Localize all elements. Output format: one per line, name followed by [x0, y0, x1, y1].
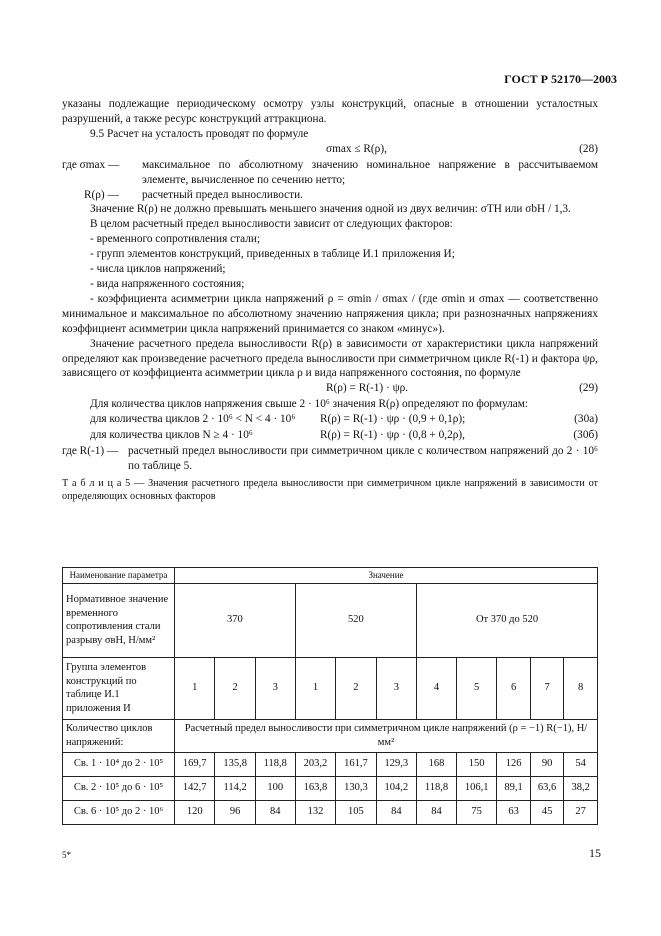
table-cell: 150 [456, 752, 496, 776]
table-cell: 84 [255, 800, 295, 824]
table-cell: 118,8 [255, 752, 295, 776]
header-value: Значение [175, 568, 598, 584]
table-cell: 114,2 [215, 776, 255, 800]
table-cell: 75 [456, 800, 496, 824]
table-cell: 120 [175, 800, 215, 824]
table-cell: 45 [530, 800, 563, 824]
definition [62, 444, 598, 474]
table-cell: 105 [336, 800, 376, 824]
table-cell: 169,7 [175, 752, 215, 776]
table-cell: 90 [530, 752, 563, 776]
definition-term: R(ρ) — [84, 188, 119, 201]
table-cell: 38,2 [564, 776, 598, 800]
formula-number: (30а) [574, 413, 598, 426]
formula-28 [62, 142, 598, 158]
formula-29 [62, 381, 598, 397]
table-row [63, 752, 598, 776]
table-cell: 520 [295, 583, 416, 657]
list-item: - коэффициента асимметрии цикла напряжений ρ = σmin / σmax / (где σmin и σmax — соответственно минимальное и максимальное по абсолютному значению напряжения цикла; при разнозначных напряжениях коэффициент асимметрии цикла напряжений принимается со знаком «минус»). [62, 292, 598, 335]
table-cell: 54 [564, 752, 598, 776]
table-cell: 84 [417, 800, 457, 824]
row-label: Св. 2 · 10⁵ до 6 · 10⁵ [63, 776, 175, 800]
table-row [63, 657, 598, 719]
formula-condition: для количества циклов N ≥ 4 · 10⁶ [90, 429, 253, 442]
table-cell: 132 [295, 800, 335, 824]
table-cell: От 370 до 520 [417, 583, 598, 657]
formula-condition: для количества циклов 2 · 10⁶ < N < 4 · 10⁶ [90, 413, 296, 426]
table-cell: 163,8 [295, 776, 335, 800]
table-cell: 142,7 [175, 776, 215, 800]
table-row [63, 719, 598, 752]
row-label: Св. 6 · 10⁵ до 2 · 10⁶ [63, 800, 175, 824]
table-cell: 2 [336, 657, 376, 719]
definition-term: где R(-1) — [62, 445, 119, 458]
list-item: - групп элементов конструкций, приведенных в таблице И.1 приложения И; [90, 248, 455, 261]
table-cell: 130,3 [336, 776, 376, 800]
list-item: - временного сопротивления стали; [90, 233, 261, 246]
table-cell: 84 [376, 800, 416, 824]
definition-text: максимальное по абсолютному значению номинальное напряжение в рассчитываемом элементе, вычисленное по сечению нетто; [142, 158, 598, 186]
table-cell: 370 [175, 583, 296, 657]
table-cell: 63,6 [530, 776, 563, 800]
table-cell: 89,1 [497, 776, 530, 800]
table-cell: 129,3 [376, 752, 416, 776]
table-cell: 1 [175, 657, 215, 719]
definition [62, 188, 598, 203]
formula-30b [62, 428, 598, 444]
document-body [62, 97, 598, 504]
formula: R(ρ) = R(-1) · ψρ · (0,8 + 0,2ρ), [320, 429, 465, 442]
paragraph: В целом расчетный предел выносливости зависит от следующих факторов: [90, 218, 453, 231]
table-row [63, 800, 598, 824]
table-cell: 27 [564, 800, 598, 824]
paragraph: указаны подлежащие периодическому осмотру узлы конструкций, опасные в отношении усталостных разрушений, а также ресурс конструкций аттракциона. [62, 98, 598, 125]
table-cell: 161,7 [336, 752, 376, 776]
table-caption: Т а б л и ц а 5 — Значения расчетного предела выносливости при симметричном цикле напряжений в зависимости от определяющих основных факторов [62, 478, 598, 502]
formula-number: (28) [579, 142, 598, 155]
table-cell: Расчетный предел выносливости при симметричном цикле напряжений (ρ = −1) R(−1), Н/мм² [175, 719, 598, 752]
table-cell: 135,8 [215, 752, 255, 776]
table-cell: 100 [255, 776, 295, 800]
list-item: - вида напряженного состояния; [90, 277, 245, 290]
formula: R(ρ) = R(-1) · ψρ · (0,9 + 0,1ρ); [320, 413, 466, 426]
footer-mark: 5* [62, 850, 71, 860]
page-number: 15 [589, 846, 601, 860]
paragraph: Значение R(ρ) не должно превышать меньшего значения одной из двух величин: σTH или σbH / 1,3. [90, 203, 571, 216]
table-cell: 4 [417, 657, 457, 719]
formula: σmax ≤ R(ρ), [326, 142, 387, 155]
table-cell: 106,1 [456, 776, 496, 800]
formula-30a [62, 412, 598, 428]
definition-text: расчетный предел выносливости при симметричном цикле с количеством напряжений до 2 · 10⁶ по таблице 5. [128, 445, 598, 473]
table-cell: 8 [564, 657, 598, 719]
paragraph: Для количества циклов напряжения свыше 2 · 10⁶ значения R(ρ) определяют по формулам: [90, 398, 529, 411]
table-cell: 63 [497, 800, 530, 824]
table-row [63, 776, 598, 800]
row-label: Группа элементов конструкций по таблице И.1 приложения И [63, 657, 175, 719]
row-label: Нормативное значение временного сопротивления стали разрыву σвН, Н/мм² [63, 583, 175, 657]
paragraph: 9.5 Расчет на усталость проводят по формуле [90, 127, 309, 140]
row-label: Св. 1 · 10⁴ до 2 · 10⁵ [63, 752, 175, 776]
definition-term: где σmax — [62, 158, 120, 171]
table-5 [62, 567, 598, 825]
table-cell: 203,2 [295, 752, 335, 776]
table-cell: 3 [376, 657, 416, 719]
table-cell: 7 [530, 657, 563, 719]
table-cell: 1 [295, 657, 335, 719]
formula-number: (30б) [573, 429, 598, 442]
table-cell: 3 [255, 657, 295, 719]
paragraph: Значение расчетного предела выносливости R(ρ) в зависимости от характеристики цикла напряжений определяют как произведение расчетного предела выносливости при симметричном цикле R(-1) и фактора ψρ, зависящего от коэффициента асимметрии цикла ρ и вида напряженного состояния, по формуле [62, 337, 598, 380]
row-label: Количество циклов напряжений: [63, 719, 175, 752]
table-cell: 5 [456, 657, 496, 719]
table-cell: 118,8 [417, 776, 457, 800]
document-header: ГОСТ Р 52170—2003 [504, 72, 617, 86]
table-cell: 126 [497, 752, 530, 776]
table-header-row [63, 568, 598, 584]
table-cell: 104,2 [376, 776, 416, 800]
definition [62, 158, 598, 188]
formula-number: (29) [579, 382, 598, 395]
header-param: Наименование параметра [63, 568, 175, 584]
table-row [63, 583, 598, 657]
table-cell: 2 [215, 657, 255, 719]
definition-text: расчетный предел выносливости. [142, 188, 303, 201]
table-cell: 6 [497, 657, 530, 719]
table-cell: 96 [215, 800, 255, 824]
table-cell: 168 [417, 752, 457, 776]
formula: R(ρ) = R(-1) · ψρ. [326, 382, 409, 395]
list-item: - числа циклов напряжений; [90, 263, 226, 276]
